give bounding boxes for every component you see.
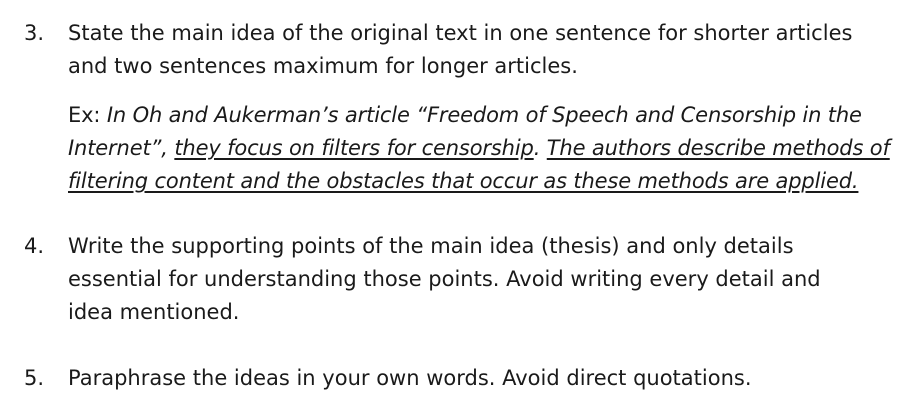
item-text-line: idea mentioned.	[68, 300, 240, 324]
list-number: 3.	[24, 21, 45, 45]
example-intro: In Oh and Aukerman’s article “Freedom of Speech and Censorship in the	[106, 103, 862, 127]
example-line	[68, 132, 890, 165]
example-label: Ex:	[68, 103, 101, 127]
item-text-line: Paraphrase the ideas in your own words. Avoid direct quotations.	[68, 366, 752, 390]
list-number: 4.	[24, 234, 45, 258]
list-number: 5.	[24, 366, 45, 390]
example-line	[68, 99, 862, 132]
example-line	[68, 165, 858, 198]
item-text-line: Write the supporting points of the main idea (thesis) and only details	[68, 234, 794, 258]
item-text-line: and two sentences maximum for longer articles.	[68, 54, 578, 78]
example-detail-start: The authors describe methods of	[546, 136, 890, 160]
item-text-line: essential for understanding those points. Avoid writing every detail and	[68, 267, 821, 291]
example-intro-end: Internet”,	[68, 136, 168, 160]
example-claim: they focus on filters for censorship	[174, 136, 534, 160]
example-detail-end: filtering content and the obstacles that occur as these methods are applied.	[68, 169, 859, 193]
item-text-line: State the main idea of the original text in one sentence for shorter articles	[68, 21, 853, 45]
example-period: .	[533, 136, 541, 160]
